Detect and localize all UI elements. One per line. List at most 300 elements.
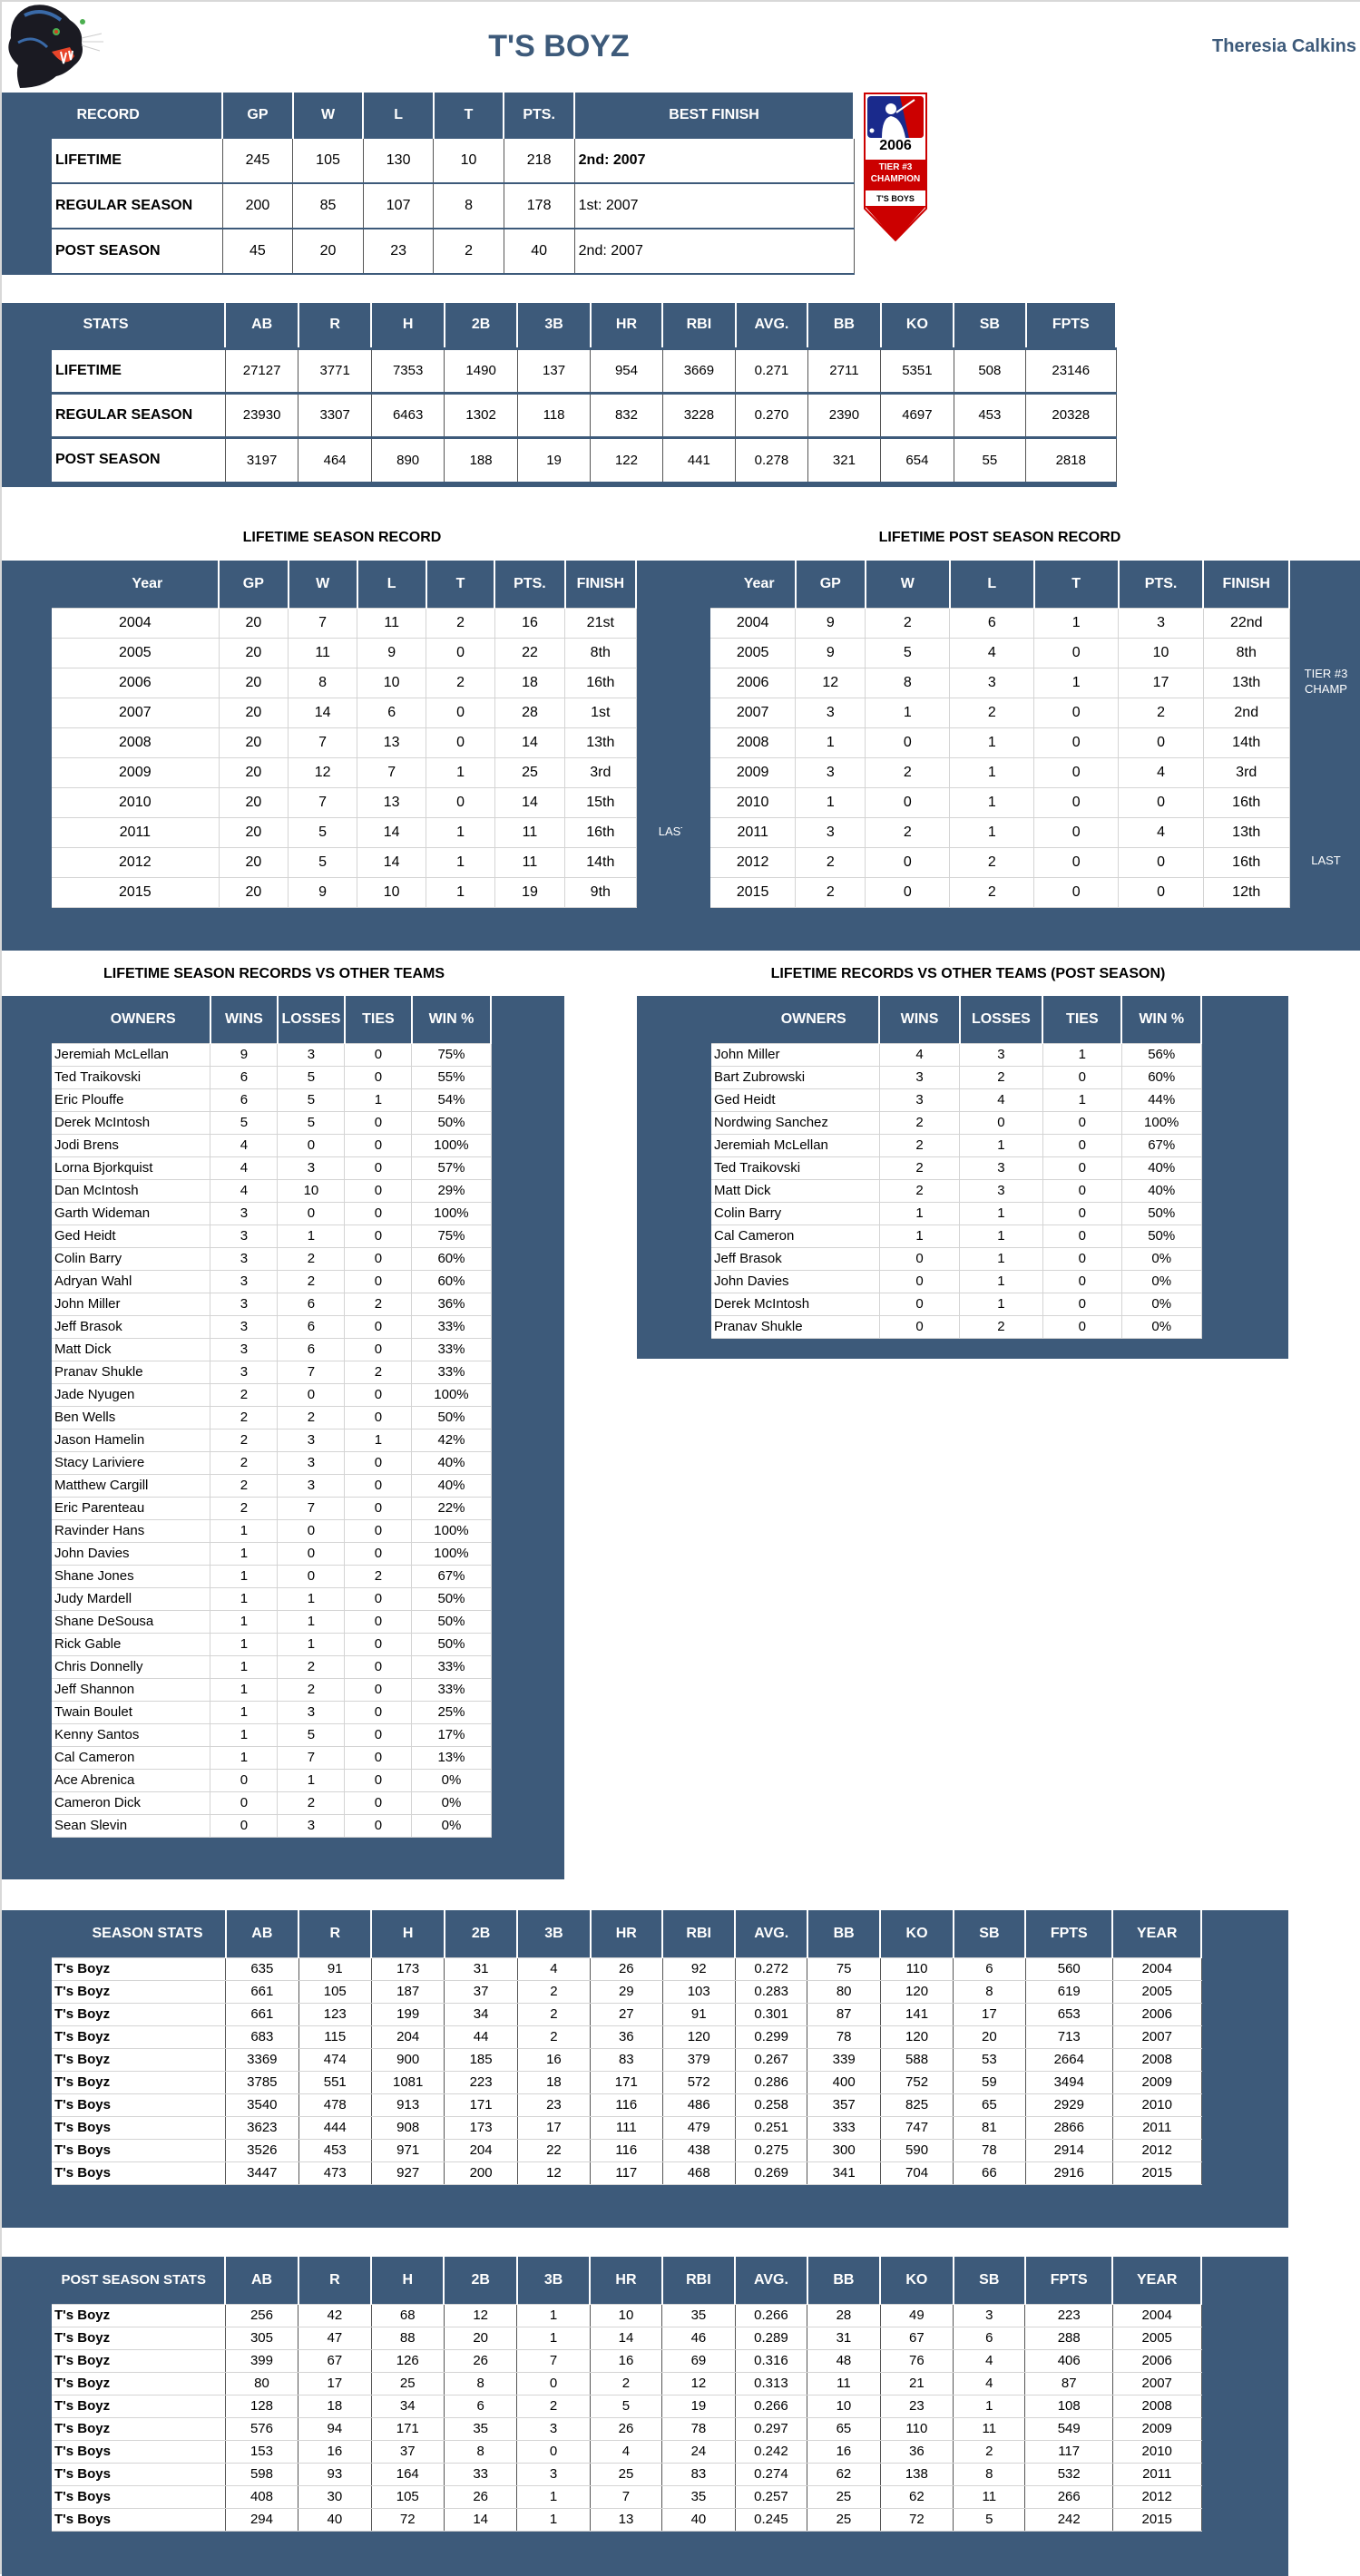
cell: 78 — [954, 2139, 1025, 2161]
cell: 23 — [363, 229, 434, 274]
cell: 2664 — [1025, 2048, 1112, 2071]
col-header: R — [298, 303, 371, 348]
cell: 137 — [517, 348, 590, 393]
cell: 3307 — [298, 393, 371, 437]
cell: 105 — [293, 138, 364, 183]
cell: 927 — [371, 2161, 444, 2184]
cell: 13th — [565, 727, 636, 757]
cell: 1 — [426, 877, 495, 907]
cell: 3 — [210, 1247, 278, 1270]
cell: 1 — [210, 1542, 278, 1565]
cell: 551 — [298, 2071, 371, 2093]
cell: 0 — [345, 1043, 412, 1066]
cell: 5 — [278, 1111, 345, 1134]
cell: 6 — [278, 1315, 345, 1338]
table-row — [697, 727, 1290, 757]
cell: 2 — [866, 817, 950, 847]
cell: 2009 — [1112, 2417, 1201, 2440]
table-row — [27, 1701, 492, 1723]
cell: 0 — [1034, 638, 1119, 668]
cell: 1 — [1042, 1043, 1121, 1066]
cell: 1 — [278, 1769, 345, 1791]
cell: 0 — [345, 1406, 412, 1429]
cell: 100% — [412, 1202, 491, 1225]
cell: 3 — [210, 1315, 278, 1338]
table-row — [27, 1338, 492, 1361]
table-row — [27, 2395, 1202, 2417]
cell: 3 — [960, 1179, 1043, 1202]
cell: 7 — [289, 727, 357, 757]
table-row — [27, 1406, 492, 1429]
table-row — [27, 1088, 492, 1111]
cell: 16 — [517, 2048, 590, 2071]
cell: 2010 — [1112, 2440, 1201, 2463]
col-header: PTS. — [494, 561, 564, 608]
cell: 27 — [591, 2003, 662, 2025]
row-label: Jeff Shannon — [27, 1678, 210, 1701]
cell: 288 — [1025, 2327, 1112, 2349]
table-row — [27, 1270, 492, 1293]
cell: 16th — [1203, 847, 1289, 877]
cell: 8 — [866, 668, 950, 698]
cell: 3 — [278, 1043, 345, 1066]
cell: 3 — [210, 1293, 278, 1315]
cell: 713 — [1025, 2025, 1112, 2048]
cell: 50% — [412, 1633, 491, 1655]
cell: 40 — [662, 2508, 735, 2531]
cell: 12 — [662, 2372, 735, 2395]
cell: 5 — [289, 847, 357, 877]
cell: 22% — [412, 1497, 491, 1519]
col-header: H — [371, 303, 444, 348]
col-header: AVG. — [735, 1910, 807, 1957]
table-row — [27, 2349, 1202, 2372]
cell: 0% — [1121, 1270, 1201, 1293]
cell: 1 — [210, 1746, 278, 1769]
row-label: Chris Donnelly — [27, 1655, 210, 1678]
cell: 11 — [494, 847, 564, 877]
banner-tier: TIER #3 — [878, 162, 913, 172]
cell: 50% — [412, 1587, 491, 1610]
cell: 0 — [1119, 877, 1204, 907]
cell: 1 — [960, 1134, 1043, 1156]
cell: 1 — [210, 1633, 278, 1655]
cell: 83 — [662, 2463, 735, 2485]
cell: 0 — [345, 1701, 412, 1723]
row-label: POST SEASON — [27, 229, 223, 274]
cell: 3 — [210, 1270, 278, 1293]
cell: 1 — [517, 2508, 590, 2531]
row-label: T's Boys — [27, 2161, 226, 2184]
cell: 117 — [591, 2161, 662, 2184]
row-label: Sean Slevin — [27, 1814, 210, 1837]
cell: 2 — [210, 1406, 278, 1429]
col-header: BB — [807, 2257, 880, 2304]
col-header: WINS — [879, 996, 959, 1043]
cell: 72 — [371, 2508, 444, 2531]
cell: 0 — [1042, 1111, 1121, 1134]
cell: 3 — [1119, 608, 1204, 638]
cell: 34 — [445, 2003, 517, 2025]
cell: 0.271 — [736, 348, 808, 393]
cell: 14 — [494, 727, 564, 757]
cell: 91 — [662, 2003, 735, 2025]
cell: 56% — [1121, 1043, 1201, 1066]
cell: 0 — [345, 1610, 412, 1633]
cell: 0 — [345, 1383, 412, 1406]
cell: 123 — [298, 2003, 371, 2025]
cell: 0 — [210, 1769, 278, 1791]
cell: 4 — [1119, 757, 1204, 787]
row-label: John Miller — [27, 1293, 210, 1315]
row-label: John Davies — [27, 1542, 210, 1565]
table-row — [27, 1474, 492, 1497]
cell: 0 — [426, 698, 495, 727]
cell: 6 — [950, 608, 1034, 638]
table-row — [27, 348, 1117, 393]
col-header: SB — [954, 1910, 1025, 1957]
row-label: Judy Mardell — [27, 1587, 210, 1610]
cell: 120 — [880, 2025, 953, 2048]
cell: 6 — [954, 1957, 1025, 1980]
cell: 0 — [1034, 877, 1119, 907]
cell: 69 — [662, 2349, 735, 2372]
cell: 11 — [494, 817, 564, 847]
col-header: SB — [954, 303, 1025, 348]
cell: 0 — [345, 1633, 412, 1655]
cell: 3 — [879, 1088, 959, 1111]
cell: 0 — [1042, 1225, 1121, 1247]
cell: 3 — [278, 1701, 345, 1723]
cell: 122 — [591, 437, 662, 482]
cell: 80 — [807, 1980, 880, 2003]
cell: 1 — [960, 1247, 1043, 1270]
cell: 1 — [426, 847, 495, 877]
cell: 2012 — [1112, 2485, 1201, 2508]
row-label: 2004 — [27, 608, 220, 638]
row-label: Cal Cameron — [27, 1746, 210, 1769]
cell: 18 — [494, 668, 564, 698]
cell: 2006 — [1112, 2349, 1201, 2372]
cell: 5 — [278, 1088, 345, 1111]
cell: 3 — [278, 1429, 345, 1451]
cell: 321 — [807, 437, 880, 482]
table-row — [27, 1519, 492, 1542]
cell: 245 — [222, 138, 293, 183]
col-header: WIN % — [1121, 996, 1201, 1043]
cell: 78 — [807, 2025, 880, 2048]
cell: 4 — [1119, 817, 1204, 847]
cell: 2 — [950, 877, 1034, 907]
cell: 50% — [1121, 1225, 1201, 1247]
cell: 2 — [879, 1156, 959, 1179]
cell: 2010 — [1112, 2093, 1201, 2116]
row-label: Ben Wells — [27, 1406, 210, 1429]
cell: 549 — [1025, 2417, 1112, 2440]
cell: 2 — [796, 847, 866, 877]
row-label: T's Boyz — [27, 2349, 226, 2372]
cell: 6 — [278, 1338, 345, 1361]
cell: 0% — [1121, 1247, 1201, 1270]
cell: 3 — [796, 817, 866, 847]
cell: 5 — [954, 2508, 1025, 2531]
cell: 42 — [298, 2304, 371, 2327]
table-row — [27, 1633, 492, 1655]
cell: 25% — [412, 1701, 491, 1723]
row-label: Jodi Brens — [27, 1134, 210, 1156]
cell: 0 — [345, 1655, 412, 1678]
cell: 0% — [412, 1769, 491, 1791]
cell: 479 — [662, 2116, 735, 2139]
cell: 59 — [954, 2071, 1025, 2093]
cell: 105 — [371, 2485, 444, 2508]
cell: 408 — [225, 2485, 298, 2508]
cell: 200 — [445, 2161, 517, 2184]
cell: 20 — [954, 2025, 1025, 2048]
cell: 75% — [412, 1043, 491, 1066]
col-header: GP — [219, 561, 288, 608]
cell: 16th — [565, 668, 636, 698]
cell: 0 — [960, 1111, 1043, 1134]
post-champ-note — [1290, 666, 1360, 697]
cell: 1 — [210, 1565, 278, 1587]
cell: 33% — [412, 1315, 491, 1338]
cell: 5 — [866, 638, 950, 668]
row-label: Bart Zubrowski — [674, 1066, 879, 1088]
cell: 9 — [796, 638, 866, 668]
cell: 464 — [298, 437, 371, 482]
cell: 14 — [357, 847, 426, 877]
cell: 87 — [807, 2003, 880, 2025]
cell: 2 — [950, 847, 1034, 877]
row-label: Jeff Brasok — [27, 1315, 210, 1338]
cell: 200 — [222, 183, 293, 229]
cell: 8 — [444, 2372, 516, 2395]
cell: 87 — [1025, 2372, 1112, 2395]
row-label: T's Boyz — [27, 2395, 226, 2417]
cell: 0 — [517, 2440, 590, 2463]
cell: 0.274 — [735, 2463, 807, 2485]
cell: 8 — [444, 2440, 516, 2463]
cell: 473 — [298, 2161, 371, 2184]
cell: 9th — [565, 877, 636, 907]
cell: 333 — [807, 2116, 880, 2139]
cell: 0 — [1119, 727, 1204, 757]
cell: 4 — [517, 1957, 590, 1980]
cell: 67 — [880, 2327, 953, 2349]
table-row — [697, 757, 1290, 787]
cell: 14 — [494, 787, 564, 817]
table-row — [27, 1429, 492, 1451]
cell: 0 — [1042, 1293, 1121, 1315]
cell: 1 — [210, 1723, 278, 1746]
row-label: 2009 — [27, 757, 220, 787]
cell: 20 — [293, 229, 364, 274]
cell: 1 — [517, 2304, 590, 2327]
cell: 3526 — [226, 2139, 298, 2161]
cell: 53 — [954, 2048, 1025, 2071]
cell: 49 — [880, 2304, 953, 2327]
cell: 2 — [517, 2003, 590, 2025]
row-label: 2012 — [697, 847, 796, 877]
table-row — [27, 1179, 492, 1202]
cell: 0 — [1042, 1315, 1121, 1338]
table-row — [27, 1111, 492, 1134]
cell: 57% — [412, 1156, 491, 1179]
cell: 474 — [298, 2048, 371, 2071]
cell: 14th — [565, 847, 636, 877]
cell: 9 — [289, 877, 357, 907]
row-label: Jeff Brasok — [674, 1247, 879, 1270]
cell: 2 — [210, 1497, 278, 1519]
cell: 2 — [278, 1655, 345, 1678]
cell: 37 — [371, 2440, 444, 2463]
cell: 1 — [426, 817, 495, 847]
cell: 67 — [298, 2349, 371, 2372]
cell: 23146 — [1026, 348, 1116, 393]
table-row — [697, 817, 1290, 847]
cell: 0.278 — [736, 437, 808, 482]
cell: 3623 — [226, 2116, 298, 2139]
team-title: T'S BOYZ — [488, 29, 630, 63]
row-label: POST SEASON — [27, 437, 226, 482]
cell: 50% — [412, 1610, 491, 1633]
cell: 7 — [278, 1497, 345, 1519]
cell: 661 — [226, 1980, 298, 2003]
cell: 12 — [517, 2161, 590, 2184]
stats-table — [2, 303, 1117, 482]
row-label: Derek McIntosh — [27, 1111, 210, 1134]
cell: 3785 — [226, 2071, 298, 2093]
cell: 0 — [345, 1270, 412, 1293]
table-row — [697, 847, 1290, 877]
cell: 2916 — [1025, 2161, 1112, 2184]
cell: 0 — [1034, 757, 1119, 787]
cell: 0.245 — [735, 2508, 807, 2531]
cell: 0 — [210, 1791, 278, 1814]
cell: 0.286 — [735, 2071, 807, 2093]
season-record-title: LIFETIME SEASON RECORD — [242, 530, 442, 545]
cell: 11 — [807, 2372, 880, 2395]
cell: 25 — [371, 2372, 444, 2395]
cell: 478 — [298, 2093, 371, 2116]
cell: 103 — [662, 1980, 735, 2003]
cell: 2 — [210, 1383, 278, 1406]
cell: 67% — [1121, 1134, 1201, 1156]
champ-note-line: TIER #3 — [1304, 667, 1348, 680]
cell: 0% — [412, 1814, 491, 1837]
col-header: 2B — [444, 2257, 516, 2304]
table-row — [27, 1723, 492, 1746]
table-row — [27, 2485, 1202, 2508]
cell: 971 — [371, 2139, 444, 2161]
cell: 453 — [298, 2139, 371, 2161]
cell: 10 — [434, 138, 504, 183]
table-row — [27, 668, 637, 698]
cell: 3 — [210, 1202, 278, 1225]
cell: 1 — [796, 787, 866, 817]
vs-season-title: LIFETIME SEASON RECORDS VS OTHER TEAMS — [103, 966, 445, 981]
cell: 20 — [219, 668, 288, 698]
cell: 1081 — [371, 2071, 444, 2093]
cell: 34 — [371, 2395, 444, 2417]
cell: 0 — [345, 1723, 412, 1746]
row-label: T's Boyz — [27, 2372, 226, 2395]
row-label: LIFETIME — [27, 348, 226, 393]
cell: 2 — [866, 757, 950, 787]
cell: 0.275 — [735, 2139, 807, 2161]
cell: 10 — [357, 877, 426, 907]
row-label: T's Boyz — [27, 2071, 226, 2093]
cell: 171 — [371, 2417, 444, 2440]
col-header: 3B — [517, 1910, 590, 1957]
cell: 832 — [591, 393, 662, 437]
cell: 15th — [565, 787, 636, 817]
cell: 45 — [222, 229, 293, 274]
cell: 8 — [954, 2463, 1025, 2485]
cell: 100% — [412, 1134, 491, 1156]
cell: 0 — [345, 1474, 412, 1497]
cell: 0 — [1034, 727, 1119, 757]
cell: 12 — [289, 757, 357, 787]
cell: 18 — [298, 2395, 371, 2417]
cell: 0 — [278, 1542, 345, 1565]
cell: 4 — [590, 2440, 661, 2463]
table-row — [27, 229, 855, 274]
cell: 3447 — [226, 2161, 298, 2184]
cell: 0 — [426, 787, 495, 817]
cell: 0.299 — [735, 2025, 807, 2048]
cell: 23 — [880, 2395, 953, 2417]
cell: 16 — [807, 2440, 880, 2463]
cell: 0 — [426, 727, 495, 757]
cell: 44 — [445, 2025, 517, 2048]
table-row — [27, 2304, 1202, 2327]
cell: 138 — [880, 2463, 953, 2485]
row-label: 2006 — [697, 668, 796, 698]
cell: 913 — [371, 2093, 444, 2116]
col-header: FINISH — [565, 561, 636, 608]
cell: 0 — [345, 1111, 412, 1134]
cell: 2 — [517, 2025, 590, 2048]
cell: 40% — [1121, 1156, 1201, 1179]
row-label: T's Boys — [27, 2116, 226, 2139]
col-header: BEST FINISH — [574, 93, 854, 138]
cell: 3 — [278, 1474, 345, 1497]
cell: 117 — [1025, 2440, 1112, 2463]
row-label: Eric Plouffe — [27, 1088, 210, 1111]
cell: 2004 — [1112, 1957, 1201, 1980]
cell: 0 — [879, 1293, 959, 1315]
table-row — [27, 2116, 1202, 2139]
cell: 40% — [412, 1451, 491, 1474]
cell: 1 — [278, 1633, 345, 1655]
cell: 0.242 — [735, 2440, 807, 2463]
cell: 111 — [591, 2116, 662, 2139]
cell: 26 — [444, 2485, 516, 2508]
row-label: Lorna Bjorkquist — [27, 1156, 210, 1179]
col-header: T — [426, 561, 495, 608]
cell: 2 — [278, 1678, 345, 1701]
cell: 7 — [590, 2485, 661, 2508]
table-row — [27, 1043, 492, 1066]
season-stats-table — [2, 1910, 1202, 2185]
cell: 28 — [807, 2304, 880, 2327]
cell: 16 — [298, 2440, 371, 2463]
cell: 954 — [591, 348, 662, 393]
cell: 17 — [517, 2116, 590, 2139]
table-row — [27, 1791, 492, 1814]
